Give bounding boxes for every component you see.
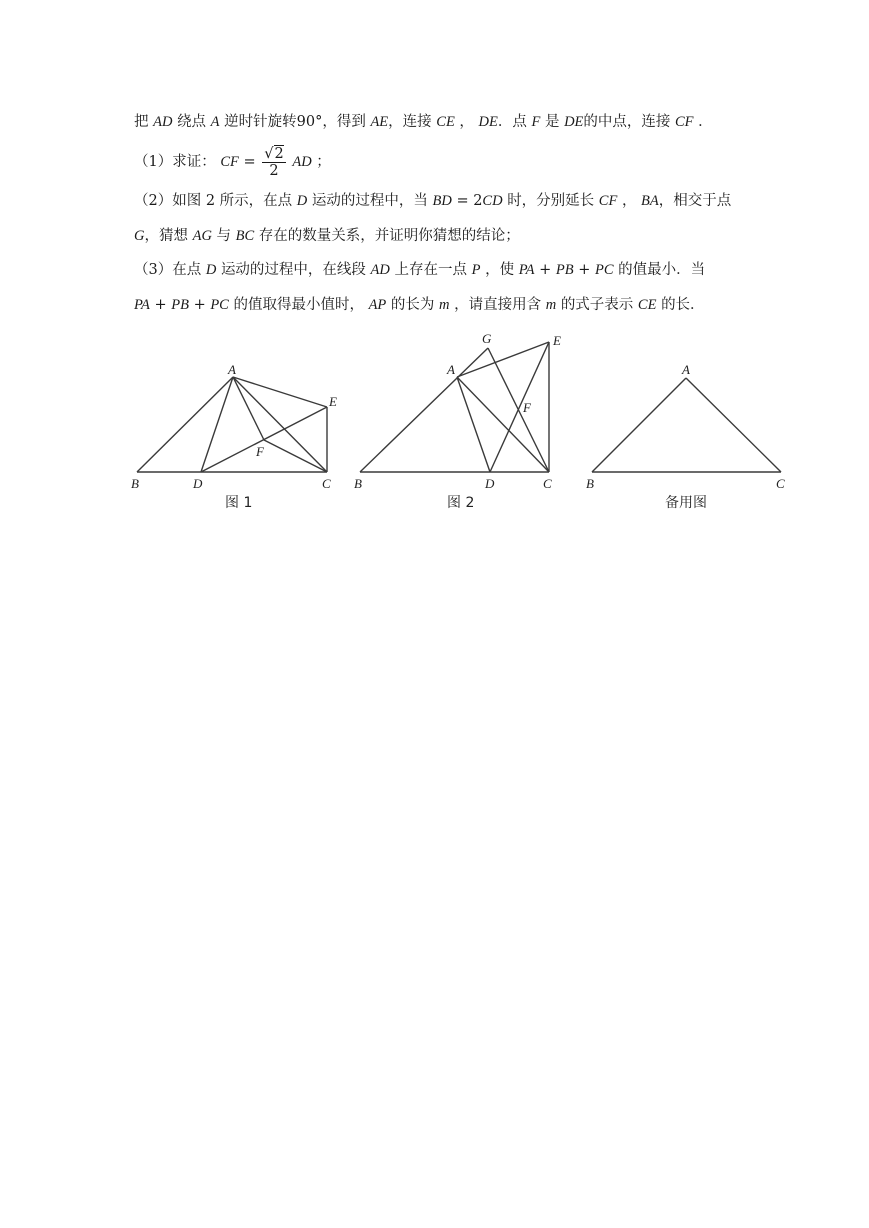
text-segment: ，请直接用含: [454, 297, 542, 313]
math-segment: PB: [555, 262, 574, 278]
point-label-F: F: [523, 400, 531, 415]
segment-AC: [686, 378, 781, 472]
point-label-A: A: [228, 362, 236, 377]
text-segment: +: [578, 262, 591, 278]
math-segment: CE: [637, 297, 657, 313]
math-segment: BC: [235, 228, 255, 244]
point-label-D: D: [193, 476, 203, 491]
text-segment: ，猜想: [144, 228, 188, 244]
text-segment: +: [539, 262, 552, 278]
text-segment: 绕点: [177, 114, 207, 130]
text-segment: +: [193, 297, 206, 313]
math-segment: D: [296, 193, 308, 209]
math-segment: DE: [564, 114, 584, 130]
text-segment: 运动的过程中，当: [311, 193, 428, 209]
figure-1: [131, 362, 337, 511]
figure-3: [586, 362, 785, 511]
math-segment: PB: [171, 297, 189, 313]
point-label-E: E: [553, 333, 561, 348]
math-segment: PA: [134, 297, 150, 313]
math-segment: CF: [598, 193, 618, 209]
math-segment: PA: [518, 262, 535, 278]
figure-2-caption: 图 2: [447, 495, 475, 511]
text-segment: 运动的过程中，在线段: [220, 262, 366, 278]
math-segment: G: [134, 228, 145, 244]
spare-figure-caption: 备用图: [665, 495, 707, 511]
point-label-B: B: [354, 476, 362, 491]
math-segment: CE: [436, 114, 455, 130]
point-label-C: C: [322, 476, 331, 491]
text-segment: ．点: [497, 114, 527, 130]
math-segment: D: [205, 262, 217, 278]
segment-AD: [457, 377, 490, 472]
text-segment: 把: [134, 114, 149, 130]
text-segment: ，使: [485, 262, 515, 278]
radicand: 2: [274, 145, 284, 162]
math-segment: m: [439, 297, 450, 313]
math-segment: AD: [153, 114, 173, 130]
figure-1-caption: 图 1: [225, 495, 253, 511]
equals-sign: =: [243, 154, 256, 170]
text-segment: 存在的数量关系，并证明你猜想的结论；: [258, 228, 520, 244]
point-label-A: A: [447, 362, 455, 377]
math-segment: AE: [370, 114, 389, 130]
point-label-A: A: [682, 362, 690, 377]
math-segment: AG: [192, 228, 212, 244]
text-segment: 上存在一点: [394, 262, 467, 278]
text-segment: 的长．: [661, 297, 705, 313]
point-label-C: C: [776, 476, 785, 491]
segment-GC: [488, 348, 549, 472]
math-segment: AD: [370, 262, 390, 278]
math-segment: AP: [368, 297, 387, 313]
text-segment: ，相交于点: [658, 193, 732, 209]
text-segment: 逆时针旋转: [224, 114, 297, 130]
math-segment: DE: [478, 114, 498, 130]
segment-BA: [592, 378, 686, 472]
math-segment: F: [531, 114, 541, 130]
segment-AC: [457, 377, 549, 472]
segment-BA: [137, 377, 233, 472]
text-segment: 的值最小．当: [618, 262, 706, 278]
math-segment: PC: [210, 297, 229, 313]
text-segment: （2）如图 2 所示，在点: [134, 193, 293, 209]
math-segment: AD: [292, 154, 312, 170]
text-segment: （3）在点: [134, 262, 202, 278]
point-label-B: B: [131, 476, 139, 491]
math-segment: PC: [595, 262, 614, 278]
math-segment: P: [471, 262, 481, 278]
text-segment: = 2: [456, 193, 483, 209]
point-label-E: E: [329, 394, 337, 409]
text-segment: ，: [459, 114, 474, 130]
segment-CF: [264, 440, 327, 472]
math-segment: CD: [482, 193, 503, 209]
point-label-G: G: [482, 331, 492, 346]
figure-2: [354, 331, 561, 511]
math-segment: CF: [220, 154, 239, 170]
text-segment: 的式子表示: [560, 297, 634, 313]
sqrt-symbol: √: [264, 145, 274, 162]
fraction-denominator: 2: [269, 162, 279, 179]
point-label-D: D: [485, 476, 495, 491]
point-label-F: F: [256, 444, 264, 459]
text-segment: +: [154, 297, 167, 313]
point-label-B: B: [586, 476, 594, 491]
text-segment: 的长为: [390, 297, 435, 313]
math-segment: CF: [675, 114, 694, 130]
math-segment: m: [545, 297, 557, 313]
text-segment: （1）求证：: [134, 154, 216, 170]
math-segment: 90°: [296, 114, 323, 130]
text-segment: 与: [216, 228, 232, 244]
segment-AF: [233, 377, 264, 440]
text-segment: ，: [621, 193, 637, 209]
text-segment: ；: [316, 154, 331, 170]
text-segment: ．: [698, 114, 713, 130]
text-segment: 时，分别延长: [507, 193, 595, 209]
math-segment: BD: [432, 193, 452, 209]
math-segment: BA: [641, 193, 659, 209]
segment-AC: [233, 377, 327, 472]
text-segment: ，连接: [388, 114, 432, 130]
math-segment: A: [210, 114, 220, 130]
text-segment: 的值取得最小值时，: [233, 297, 364, 313]
text-segment: 的中点，连接: [583, 114, 671, 130]
text-segment: 是: [544, 114, 560, 130]
text-segment: ，得到: [322, 114, 366, 130]
point-label-C: C: [543, 476, 552, 491]
